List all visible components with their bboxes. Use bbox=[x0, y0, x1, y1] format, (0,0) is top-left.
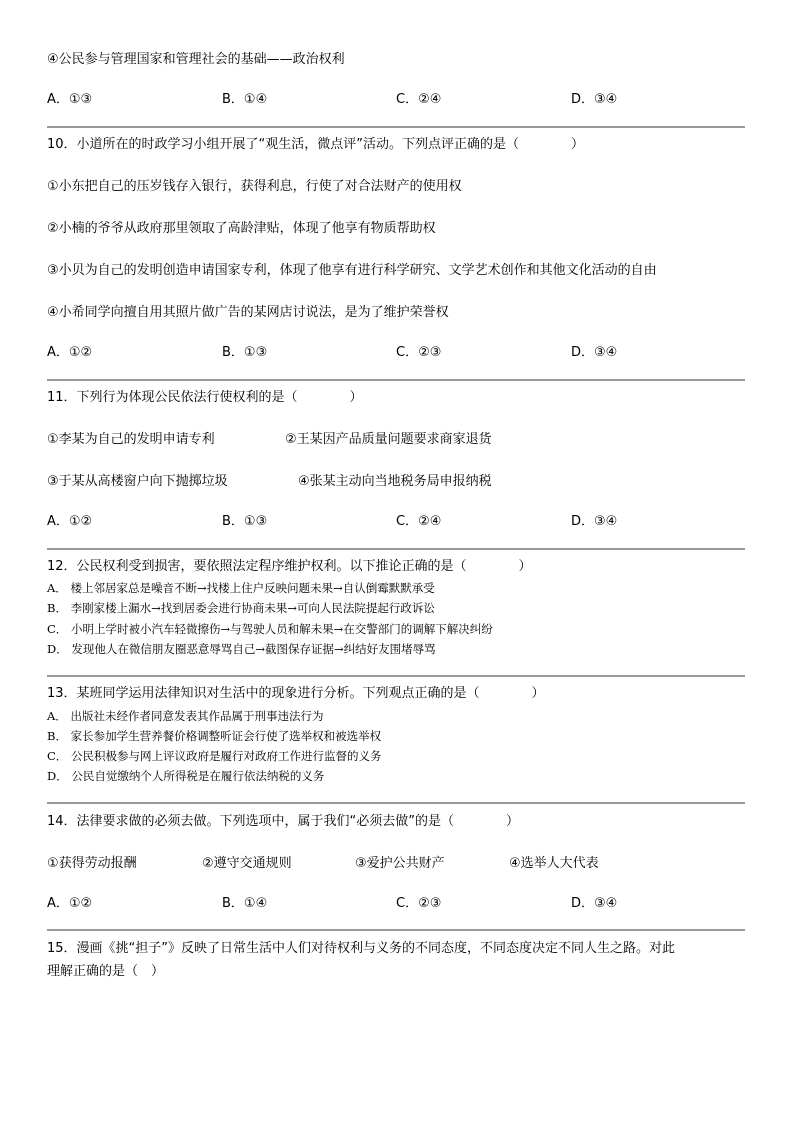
q12-option-a[interactable]: A． 楼上邻居家总是噪音不断→找楼上住户反映问题未果→自认倒霉默默承受 bbox=[47, 581, 435, 595]
q11-option-c[interactable]: C．②④ bbox=[396, 514, 442, 529]
q10-option-d[interactable]: D．③④ bbox=[571, 345, 618, 360]
q11-item-4: ④张某主动向当地税务局申报纳税 bbox=[298, 474, 492, 489]
q14-option-d[interactable]: D．③④ bbox=[571, 896, 618, 911]
q11-stem: 11．下列行为体现公民依法行使权利的是（ ） bbox=[47, 390, 363, 405]
q10-item-1: ①小东把自己的压岁钱存入银行，获得利息，行使了对合法财产的使用权 bbox=[47, 179, 462, 194]
question-divider bbox=[47, 675, 745, 677]
q14-option-c[interactable]: C．②③ bbox=[396, 896, 442, 911]
q14-option-b[interactable]: B．①④ bbox=[222, 896, 268, 911]
q14-item-1: ①获得劳动报酬 bbox=[47, 856, 137, 871]
q10-item-4: ④小希同学向擅自用其照片做广告的某网店讨说法，是为了维护荣誉权 bbox=[47, 305, 449, 320]
q11-option-a[interactable]: A．①② bbox=[47, 514, 93, 529]
q12-option-b[interactable]: B． 李刚家楼上漏水→找到居委会进行协商未果→可向人民法院提起行政诉讼 bbox=[47, 601, 435, 615]
q13-option-a[interactable]: A． 出版社未经作者同意发表其作品属于刑事违法行为 bbox=[47, 709, 324, 723]
q11-option-b[interactable]: B．①③ bbox=[222, 514, 268, 529]
q14-stem: 14．法律要求做的必须去做。下列选项中，属于我们“必须去做”的是（ ） bbox=[47, 814, 520, 829]
q15-stem-line-2: 理解正确的是（ ） bbox=[47, 964, 165, 979]
question-divider bbox=[47, 802, 745, 804]
q14-item-2: ②遵守交通规则 bbox=[202, 856, 292, 871]
q12-option-d[interactable]: D． 发现他人在微信朋友圈恶意辱骂自己→截图保存证据→纠结好友围堵辱骂 bbox=[47, 642, 436, 656]
q11-option-d[interactable]: D．③④ bbox=[571, 514, 618, 529]
q14-item-4: ④选举人大代表 bbox=[509, 856, 599, 871]
q10-option-b[interactable]: B．①③ bbox=[222, 345, 268, 360]
q14-item-3: ③爱护公共财产 bbox=[355, 856, 445, 871]
question-divider bbox=[47, 548, 745, 550]
q15-stem-line-1: 15．漫画《挑“担子”》反映了日常生活中人们对待权利与义务的不同态度，不同态度决定不同人生之路。对此 bbox=[47, 941, 676, 956]
q9-option-c[interactable]: C．②④ bbox=[396, 92, 442, 107]
question-divider bbox=[47, 126, 745, 128]
q10-item-2: ②小楠的爷爷从政府那里领取了高龄津贴，体现了他享有物质帮助权 bbox=[47, 221, 436, 236]
q10-option-a[interactable]: A．①② bbox=[47, 345, 93, 360]
q11-item-1: ①李某为自己的发明申请专利 bbox=[47, 432, 215, 447]
question-divider bbox=[47, 929, 745, 931]
q11-item-3: ③于某从高楼窗户向下抛掷垃圾 bbox=[47, 474, 228, 489]
q10-stem: 10．小道所在的时政学习小组开展了“观生活，微点评”活动。下列点评正确的是（ ） bbox=[47, 137, 585, 152]
q9-option-a[interactable]: A．①③ bbox=[47, 92, 93, 107]
q10-option-c[interactable]: C．②③ bbox=[396, 345, 442, 360]
q10-item-3: ③小贝为自己的发明创造申请国家专利，体现了他享有进行科学研究、文学艺术创作和其他文化活动的自由 bbox=[47, 263, 657, 278]
q9-option-d[interactable]: D．③④ bbox=[571, 92, 618, 107]
question-divider bbox=[47, 379, 745, 381]
q13-option-d[interactable]: D． 公民自觉缴纳个人所得税是在履行依法纳税的义务 bbox=[47, 769, 325, 783]
q11-item-2: ②王某因产品质量问题要求商家退货 bbox=[285, 432, 492, 447]
q9-option-b[interactable]: B．①④ bbox=[222, 92, 268, 107]
q12-option-c[interactable]: C． 小明上学时被小汽车轻微擦伤→与驾驶人员和解未果→在交警部门的调解下解决纠纷 bbox=[47, 622, 493, 636]
q14-option-a[interactable]: A．①② bbox=[47, 896, 93, 911]
q13-option-c[interactable]: C． 公民积极参与网上评议政府是履行对政府工作进行监督的义务 bbox=[47, 749, 382, 763]
q13-option-b[interactable]: B． 家长参加学生营养餐价格调整听证会行使了选举权和被选举权 bbox=[47, 729, 382, 743]
q12-stem: 12．公民权利受到损害，要依照法定程序维护权利。以下推论正确的是（ ） bbox=[47, 559, 532, 574]
q9-item-4: ④公民参与管理国家和管理社会的基础——政治权利 bbox=[47, 52, 345, 67]
q13-stem: 13．某班同学运用法律知识对生活中的现象进行分析。下列观点正确的是（ ） bbox=[47, 686, 545, 701]
